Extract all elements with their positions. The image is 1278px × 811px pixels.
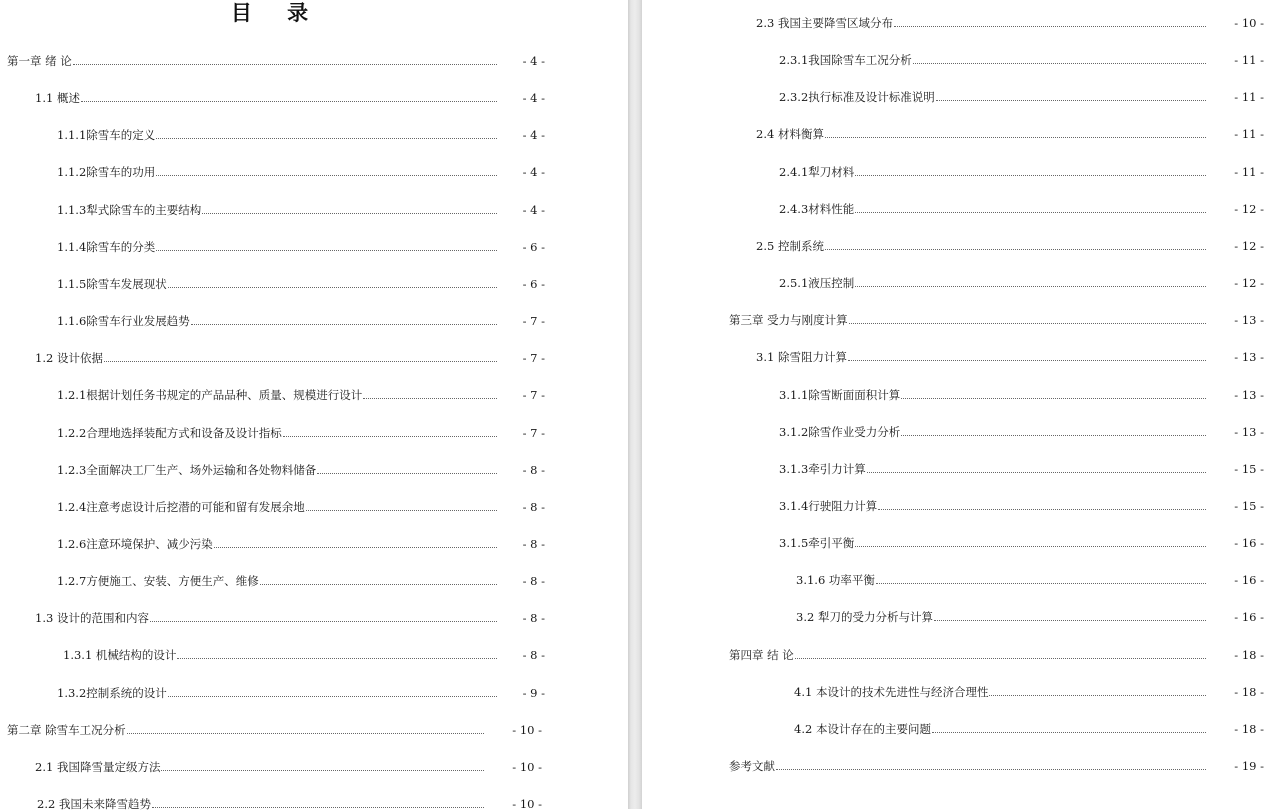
toc-page-number: - 4 - [522, 202, 545, 217]
toc-entry-label: 3.1.5牵引平衡 [779, 536, 855, 551]
toc-entry[interactable] [779, 460, 1264, 476]
dot-leader [932, 732, 1206, 733]
toc-page-number: - 9 - [522, 685, 545, 700]
toc-entry[interactable] [57, 312, 545, 328]
toc-entry-label: 3.1.4行驶阻力计算 [779, 498, 878, 513]
toc-page-number: - 8 - [522, 611, 545, 626]
dot-leader [878, 509, 1206, 510]
toc-page-number: - 6 - [522, 239, 545, 254]
toc-entry[interactable] [779, 423, 1264, 439]
toc-entry-label: 1.1.4除雪车的分类 [57, 239, 156, 254]
toc-page-number: - 8 - [522, 462, 545, 477]
toc-entry-label: 3.1.1除雪断面面积计算 [779, 387, 901, 402]
toc-entry[interactable] [57, 386, 545, 402]
dot-leader [855, 212, 1206, 213]
toc-entry-label: 2.3.2执行标准及设计标准说明 [779, 90, 935, 105]
toc-entry-label: 1.3.1 机械结构的设计 [63, 648, 177, 663]
toc-entry-label: 3.1.3牵引力计算 [779, 461, 866, 476]
dot-leader [901, 435, 1206, 436]
toc-page-number: - 7 - [522, 351, 545, 366]
toc-page-number: - 18 - [1234, 684, 1264, 699]
dot-leader [855, 286, 1206, 287]
toc-entry-label: 第一章 绪 论 [7, 54, 72, 68]
toc-entry-label: 1.1.6除雪车行业发展趋势 [57, 314, 190, 329]
toc-page-number: - 15 - [1234, 461, 1264, 476]
toc-entry[interactable] [57, 535, 545, 551]
toc-page-number: - 16 - [1234, 573, 1264, 588]
toc-page-number: - 10 - [1234, 16, 1264, 30]
dot-leader [363, 398, 497, 399]
toc-entry-label: 2.4 材料衡算 [756, 127, 824, 142]
toc-entry[interactable] [779, 534, 1264, 550]
toc-page-left [0, 0, 628, 809]
toc-page-number: - 7 - [522, 425, 545, 440]
dot-leader [73, 64, 497, 65]
toc-entry[interactable] [57, 201, 545, 217]
toc-page-number: - 13 - [1234, 350, 1264, 365]
toc-entry[interactable] [35, 349, 545, 365]
dot-leader [776, 769, 1206, 770]
toc-entry[interactable] [779, 51, 1264, 67]
toc-entry[interactable] [57, 126, 545, 142]
dot-leader [825, 249, 1206, 250]
toc-entry-label: 2.3.1我国除雪车工况分析 [779, 53, 912, 68]
toc-entry-label: 2.3 我国主要降雪区域分布 [756, 16, 893, 30]
dot-leader [152, 807, 484, 808]
toc-entry-label: 1.2.3全面解决工厂生产、场外运输和各处物料储备 [57, 462, 317, 477]
toc-page-number: - 7 - [522, 314, 545, 329]
dot-leader [855, 175, 1206, 176]
toc-entry-label: 1.2.6注意环境保护、减少污染 [57, 536, 213, 551]
toc-entry[interactable] [57, 461, 545, 477]
toc-entry[interactable] [57, 424, 545, 440]
toc-page-number: - 8 - [522, 574, 545, 589]
toc-page-number: - 6 - [522, 276, 545, 291]
toc-entry[interactable] [35, 758, 542, 774]
toc-entry-label: 2.1 我国降雪量定级方法 [35, 759, 161, 774]
toc-title: 目 录 [230, 1, 323, 25]
toc-entry-label: 1.2.7方便施工、安装、方便生产、维修 [57, 574, 259, 589]
toc-page-number: - 11 - [1234, 53, 1264, 68]
toc-page-number: - 8 - [522, 648, 545, 663]
toc-entry-label: 2.4.3材料性能 [779, 201, 855, 216]
dot-leader [202, 213, 497, 214]
toc-entry-label: 3.2 犁刀的受力分析与计算 [796, 610, 933, 625]
toc-page-number: - 10 - [512, 797, 542, 811]
toc-page-number: - 13 - [1234, 424, 1264, 439]
toc-entry[interactable] [779, 88, 1264, 104]
toc-page-number: - 19 - [1234, 759, 1264, 773]
toc-entry[interactable] [57, 498, 545, 514]
toc-entry-label: 2.4.1犁刀材料 [779, 164, 855, 179]
toc-entry[interactable] [57, 238, 545, 254]
page-gutter [628, 0, 642, 809]
toc-entry[interactable] [57, 572, 545, 588]
toc-page-number: - 10 - [512, 759, 542, 774]
toc-entry[interactable] [7, 721, 542, 737]
toc-entry-label: 3.1.2除雪作业受力分析 [779, 424, 901, 439]
toc-entry[interactable] [779, 274, 1264, 290]
dot-leader [901, 398, 1206, 399]
dot-leader [306, 510, 497, 511]
toc-page-number: - 7 - [522, 388, 545, 403]
toc-page-number: - 4 - [522, 54, 545, 68]
toc-page-number: - 10 - [512, 722, 542, 737]
toc-entry[interactable] [7, 52, 545, 68]
toc-entry-label: 3.1.6 功率平衡 [796, 573, 875, 588]
toc-page-number: - 18 - [1234, 721, 1264, 736]
toc-entry[interactable] [796, 571, 1264, 587]
toc-entry-label: 4.2 本设计存在的主要问题 [794, 721, 931, 736]
toc-entry[interactable] [57, 684, 545, 700]
toc-page-number: - 16 - [1234, 610, 1264, 625]
toc-entry[interactable] [779, 200, 1264, 216]
toc-entry[interactable] [35, 89, 545, 105]
dot-leader [156, 138, 497, 139]
toc-entry-label: 参考文献 [729, 759, 775, 773]
dot-leader [177, 658, 497, 659]
dot-leader [260, 584, 497, 585]
toc-entry-label: 第四章 结 论 [729, 647, 794, 662]
toc-entry[interactable] [779, 386, 1264, 402]
dot-leader [936, 100, 1206, 101]
toc-entry-label: 1.1 概述 [35, 91, 80, 106]
toc-page-number: - 8 - [522, 536, 545, 551]
dot-leader [156, 250, 497, 251]
toc-entry-label: 4.1 本设计的技术先进性与经济合理性 [794, 684, 989, 699]
toc-page-number: - 11 - [1234, 164, 1264, 179]
toc-page-right [642, 0, 1278, 809]
toc-entry-label: 1.1.1除雪车的定义 [57, 128, 156, 143]
toc-entry[interactable] [729, 646, 1264, 662]
toc-page-number: - 8 - [522, 499, 545, 514]
toc-entry[interactable] [63, 646, 545, 662]
toc-entry-label: 1.1.5除雪车发展现状 [57, 276, 167, 291]
toc-page-number: - 15 - [1234, 498, 1264, 513]
toc-page-number: - 12 - [1234, 276, 1264, 291]
toc-entry-label: 1.1.3犁式除雪车的主要结构 [57, 202, 202, 217]
toc-entry-label: 1.2.4注意考虑设计后挖潜的可能和留有发展余地 [57, 499, 305, 514]
dot-leader [156, 175, 497, 176]
dot-leader [876, 583, 1206, 584]
toc-entry[interactable] [57, 275, 545, 291]
toc-page-number: - 11 - [1234, 127, 1264, 142]
toc-page-number: - 13 - [1234, 313, 1264, 328]
toc-page-number: - 4 - [522, 165, 545, 180]
toc-entry-label: 1.1.2除雪车的功用 [57, 165, 156, 180]
toc-entry[interactable] [57, 163, 545, 179]
toc-entry-label: 2.2 我国未来降雪趋势 [37, 797, 151, 811]
toc-page-number: - 18 - [1234, 647, 1264, 662]
toc-entry-label: 第二章 除雪车工况分析 [7, 722, 126, 737]
toc-entry[interactable] [779, 497, 1264, 513]
dot-leader [168, 696, 497, 697]
dot-leader [81, 101, 497, 102]
toc-entry-label: 1.3 设计的范围和内容 [35, 611, 149, 626]
dot-leader [283, 436, 497, 437]
toc-entry-label: 1.3.2控制系统的设计 [57, 685, 167, 700]
toc-entry-label: 1.2 设计依据 [35, 351, 103, 366]
toc-entry[interactable] [794, 720, 1264, 736]
toc-page-number: - 4 - [522, 91, 545, 106]
toc-entry-label: 1.2.1根据计划任务书规定的产品品种、质量、规模进行设计 [57, 388, 363, 403]
dot-leader [934, 620, 1206, 621]
toc-entry-label: 1.2.2合理地选择装配方式和设备及设计指标 [57, 425, 282, 440]
dot-leader [894, 26, 1206, 27]
toc-entry[interactable] [756, 14, 1264, 30]
toc-page-number: - 13 - [1234, 387, 1264, 402]
toc-page-number: - 12 - [1234, 201, 1264, 216]
dot-leader [913, 63, 1206, 64]
dot-leader [168, 287, 497, 288]
toc-entry[interactable] [779, 163, 1264, 179]
toc-entry[interactable] [729, 757, 1264, 773]
dot-leader [214, 547, 497, 548]
dot-leader [867, 472, 1206, 473]
toc-entry-label: 3.1 除雪阻力计算 [756, 350, 847, 365]
toc-entry[interactable] [756, 237, 1264, 253]
dot-leader [849, 323, 1206, 324]
dot-leader [104, 361, 497, 362]
dot-leader [989, 695, 1206, 696]
toc-entry-label: 第三章 受力与刚度计算 [729, 313, 848, 328]
toc-page-number: - 4 - [522, 128, 545, 143]
dot-leader [795, 658, 1206, 659]
toc-entry[interactable] [729, 311, 1264, 327]
dot-leader [855, 546, 1206, 547]
dot-leader [161, 770, 484, 771]
toc-page-number: - 11 - [1234, 90, 1264, 105]
toc-entry[interactable] [35, 609, 545, 625]
toc-entry-label: 2.5 控制系统 [756, 238, 824, 253]
toc-entry[interactable] [756, 125, 1264, 141]
dot-leader [127, 733, 484, 734]
toc-entry[interactable] [756, 348, 1264, 364]
toc-page-number: - 16 - [1234, 536, 1264, 551]
dot-leader [317, 473, 497, 474]
dot-leader [191, 324, 497, 325]
dot-leader [825, 137, 1206, 138]
dot-leader [150, 621, 497, 622]
dot-leader [848, 360, 1206, 361]
toc-entry-label: 2.5.1液压控制 [779, 276, 855, 291]
toc-entry[interactable] [796, 608, 1264, 624]
toc-entry[interactable] [794, 683, 1264, 699]
toc-page-number: - 12 - [1234, 238, 1264, 253]
